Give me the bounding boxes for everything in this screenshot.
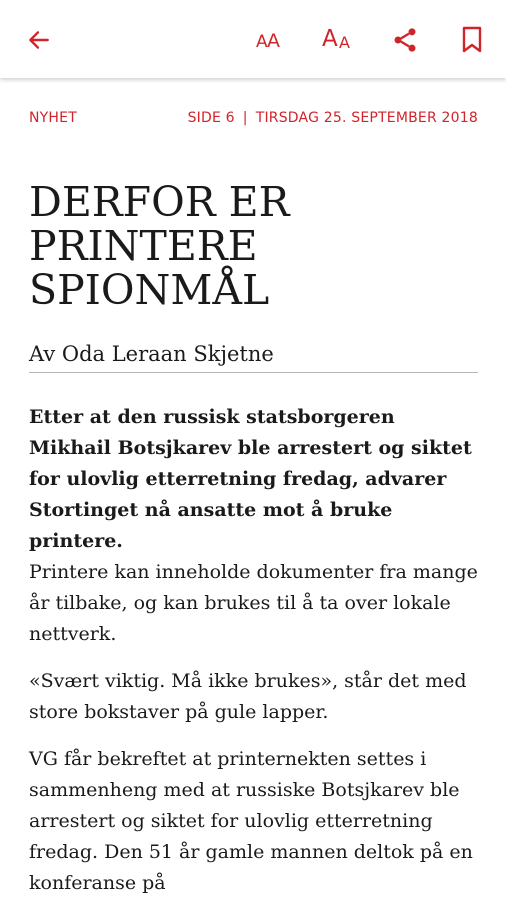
increase-font-button[interactable] <box>318 20 358 60</box>
article-byline: Av Oda Leraan Skjetne <box>29 340 478 373</box>
decrease-font-button[interactable] <box>249 20 289 60</box>
publish-date: TIRSDAG 25. SEPTEMBER 2018 <box>255 110 478 126</box>
top-toolbar <box>0 0 506 78</box>
article-paragraph: VG får bekreftet at printernekten settes i sammenheng med at russiske Botsjkarev ble arrestert og siktet for ulovlig etterretning fredag. Den 51 år gamle mannen deltok på en konferanse på <box>29 748 473 894</box>
bookmark-icon <box>460 26 484 54</box>
article-meta <box>29 110 478 130</box>
back-button[interactable] <box>19 20 59 60</box>
article-lead: Etter at den russisk statsborgeren Mikhail Botsjkarev ble arrestert og siktet for ulovlig etterretning fredag, advarer Stortinget nå ansatte mot å bruke printere. <box>29 406 472 552</box>
article-body <box>29 402 478 899</box>
share-button[interactable] <box>385 20 425 60</box>
article-paragraph: «Svært viktig. Må ikke brukes», står det med store bokstaver på gule lapper. <box>29 670 467 723</box>
share-icon <box>391 26 419 54</box>
page-date-info <box>188 110 478 126</box>
page-number: SIDE 6 <box>187 110 235 126</box>
bookmark-button[interactable] <box>452 20 492 60</box>
article-headline: DERFOR ER PRINTERE SPIONMÅL <box>29 178 290 314</box>
meta-separator: | <box>242 110 248 126</box>
arrow-left-icon <box>26 27 52 53</box>
article-paragraph: Printere kan inneholde dokumenter fra mange år tilbake, og kan brukes til å ta over lokale nettverk. <box>29 561 478 645</box>
section-label: NYHET <box>29 110 77 126</box>
font-small-icon: A A <box>256 30 280 52</box>
font-large-icon: A A <box>322 26 350 52</box>
